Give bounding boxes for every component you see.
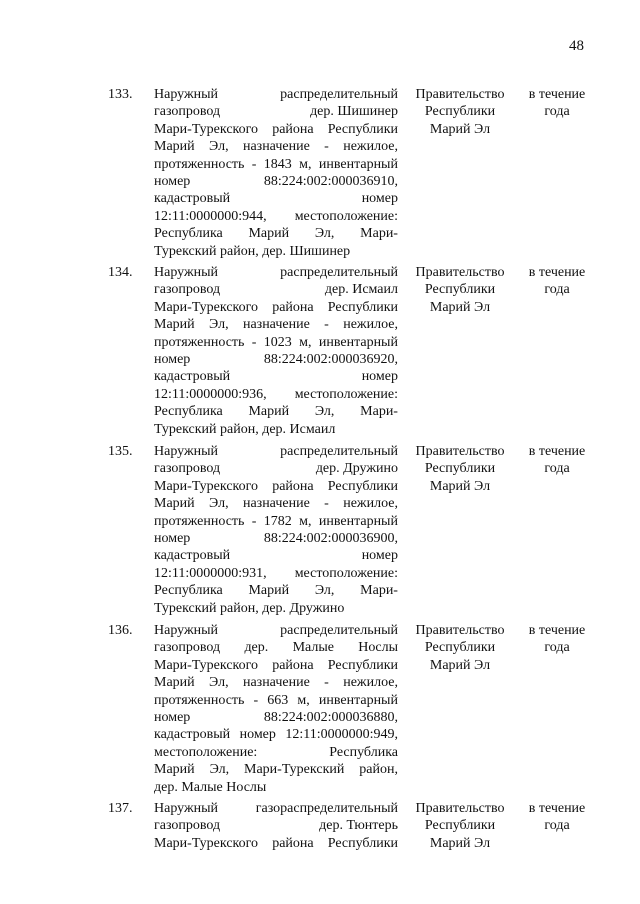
description-line: Марий Эл, назначение - нежилое,: [154, 675, 398, 691]
entry-term: в течение года: [528, 444, 586, 477]
table-row: [108, 264, 598, 438]
entry-number: 136.: [108, 623, 133, 638]
entry-description: [154, 800, 398, 852]
description-line: газопровод дер. Тюнтерь: [154, 818, 398, 834]
description-line: Республика Марий Эл, Мари-: [154, 583, 398, 599]
entry-authority: Правительство Республики Марий Эл: [415, 87, 505, 137]
description-line: газопровод дер. Малые Ноcлы: [154, 640, 398, 656]
description-line: Мари-Турекского района Республики: [154, 299, 398, 315]
description-line: Наружный распределительный: [154, 623, 398, 638]
table-row: [108, 800, 598, 856]
entry-term: в течение года: [528, 87, 586, 120]
description-line: номер 88:224:002:000036880,: [154, 710, 398, 726]
description-line: Турекский район, дер. Дружино: [154, 600, 345, 616]
description-line: протяженность - 1843 м, инвентарный: [154, 156, 398, 172]
description-line: газопровод дер. Шишинер: [154, 104, 398, 120]
description-line: Наружный распределительный: [154, 87, 398, 102]
entry-authority: Правительство Республики Марий Эл: [415, 444, 505, 494]
description-line: протяженность - 1023 м, инвентарный: [154, 334, 398, 350]
description-line: Турекский район, дер. Исмаил: [154, 421, 336, 437]
description-line: Мари-Турекского района Республики: [154, 121, 398, 137]
description-line: протяженность - 1782 м, инвентарный: [154, 513, 398, 529]
entry-description: [154, 264, 398, 438]
description-line: газопровод дер. Дружино: [154, 461, 398, 477]
description-line: Республика Марий Эл, Мари-: [154, 226, 398, 242]
description-line: кадастровый номер 12:11:0000000:949,: [154, 727, 398, 743]
entry-term: в течение года: [528, 265, 586, 298]
entry-description: [154, 86, 398, 260]
description-line: Мари-Турекского района Республики: [154, 657, 398, 673]
entry-authority: Правительство Республики Марий Эл: [415, 623, 505, 673]
description-line: газопровод дер. Исмаил: [154, 282, 398, 298]
description-line: протяженность - 663 м, инвентарный: [154, 692, 398, 708]
entry-number: 134.: [108, 265, 133, 280]
entry-number: 135.: [108, 444, 133, 459]
description-line: 12:11:0000000:936, местоположение:: [154, 386, 398, 402]
description-line: Мари-Турекского района Республики: [154, 835, 398, 851]
description-line: Наружный распределительный: [154, 444, 398, 459]
description-line: дер. Малые Нослы: [154, 779, 267, 795]
entry-number: 137.: [108, 801, 133, 816]
description-line: Наружный распределительный: [154, 265, 398, 280]
entry-term: в течение года: [528, 801, 586, 834]
page-number: 48: [569, 38, 584, 54]
description-line: местоположение: Республика: [154, 744, 398, 760]
entry-term: в течение года: [528, 623, 586, 656]
description-line: Наружный газораспределительный: [154, 801, 398, 816]
description-line: 12:11:0000000:944, местоположение:: [154, 208, 398, 224]
description-line: Марий Эл, назначение - нежилое,: [154, 139, 398, 155]
entry-authority: Правительство Республики Марий Эл: [415, 801, 505, 851]
table-row: [108, 86, 598, 260]
entry-number: 133.: [108, 87, 133, 102]
table-row: [108, 622, 598, 796]
table-row: [108, 443, 598, 617]
description-line: кадастровый номер: [154, 191, 398, 207]
description-line: номер 88:224:002:000036910,: [154, 174, 398, 190]
description-line: Турекский район, дер. Шишинер: [154, 243, 351, 259]
description-line: номер 88:224:002:000036900,: [154, 531, 398, 547]
description-line: Марий Эл, назначение - нежилое,: [154, 496, 398, 512]
description-line: Республика Марий Эл, Мари-: [154, 404, 398, 420]
description-line: номер 88:224:002:000036920,: [154, 352, 398, 368]
entry-description: [154, 622, 398, 796]
description-line: Марий Эл, назначение - нежилое,: [154, 317, 398, 333]
description-line: кадастровый номер: [154, 548, 398, 564]
description-line: кадастровый номер: [154, 369, 398, 385]
description-line: Марий Эл, Мари-Турекский район,: [154, 762, 398, 778]
entry-description: [154, 443, 398, 617]
entry-authority: Правительство Республики Марий Эл: [415, 265, 505, 315]
description-line: Мари-Турекского района Республики: [154, 478, 398, 494]
description-line: 12:11:0000000:931, местоположение:: [154, 565, 398, 581]
